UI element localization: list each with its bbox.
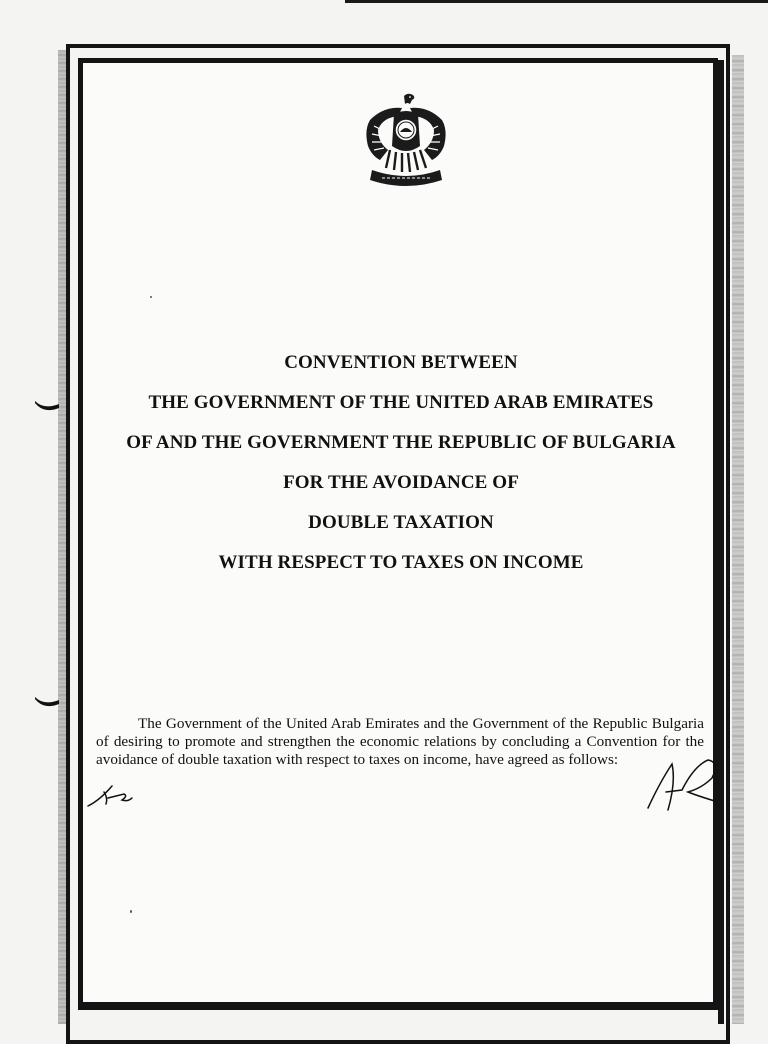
document-title — [78, 352, 724, 592]
title-line: CONVENTION BETWEEN — [284, 352, 518, 373]
title-line: OF AND THE GOVERNMENT THE REPUBLIC OF BULGARIA — [126, 432, 676, 453]
scan-speck — [150, 296, 152, 298]
title-line: FOR THE AVOIDANCE OF — [283, 472, 519, 493]
signature-initial-right-icon — [642, 752, 724, 814]
binder-hole-mark-icon — [34, 694, 60, 708]
signature-initial-left-icon — [86, 778, 134, 810]
title-line: WITH RESPECT TO TAXES ON INCOME — [218, 552, 584, 573]
scan-top-edge — [345, 0, 768, 3]
title-line: DOUBLE TAXATION — [308, 512, 494, 533]
uae-falcon-emblem-icon — [360, 90, 452, 192]
scan-speck — [130, 910, 132, 913]
scan-edge-right — [732, 55, 744, 1024]
page-border-bottom — [78, 1002, 724, 1010]
title-line: THE GOVERNMENT OF THE UNITED ARAB EMIRATES — [148, 392, 654, 413]
preamble-paragraph: The Government of the United Arab Emirates and the Government of the Republic Bulgaria of desiring to promote and strengthen the economic relations by concluding a Convention for the avoidance of double taxation with respect to taxes on income, have agreed as follows: — [96, 715, 704, 769]
binder-hole-mark-icon — [34, 398, 60, 412]
